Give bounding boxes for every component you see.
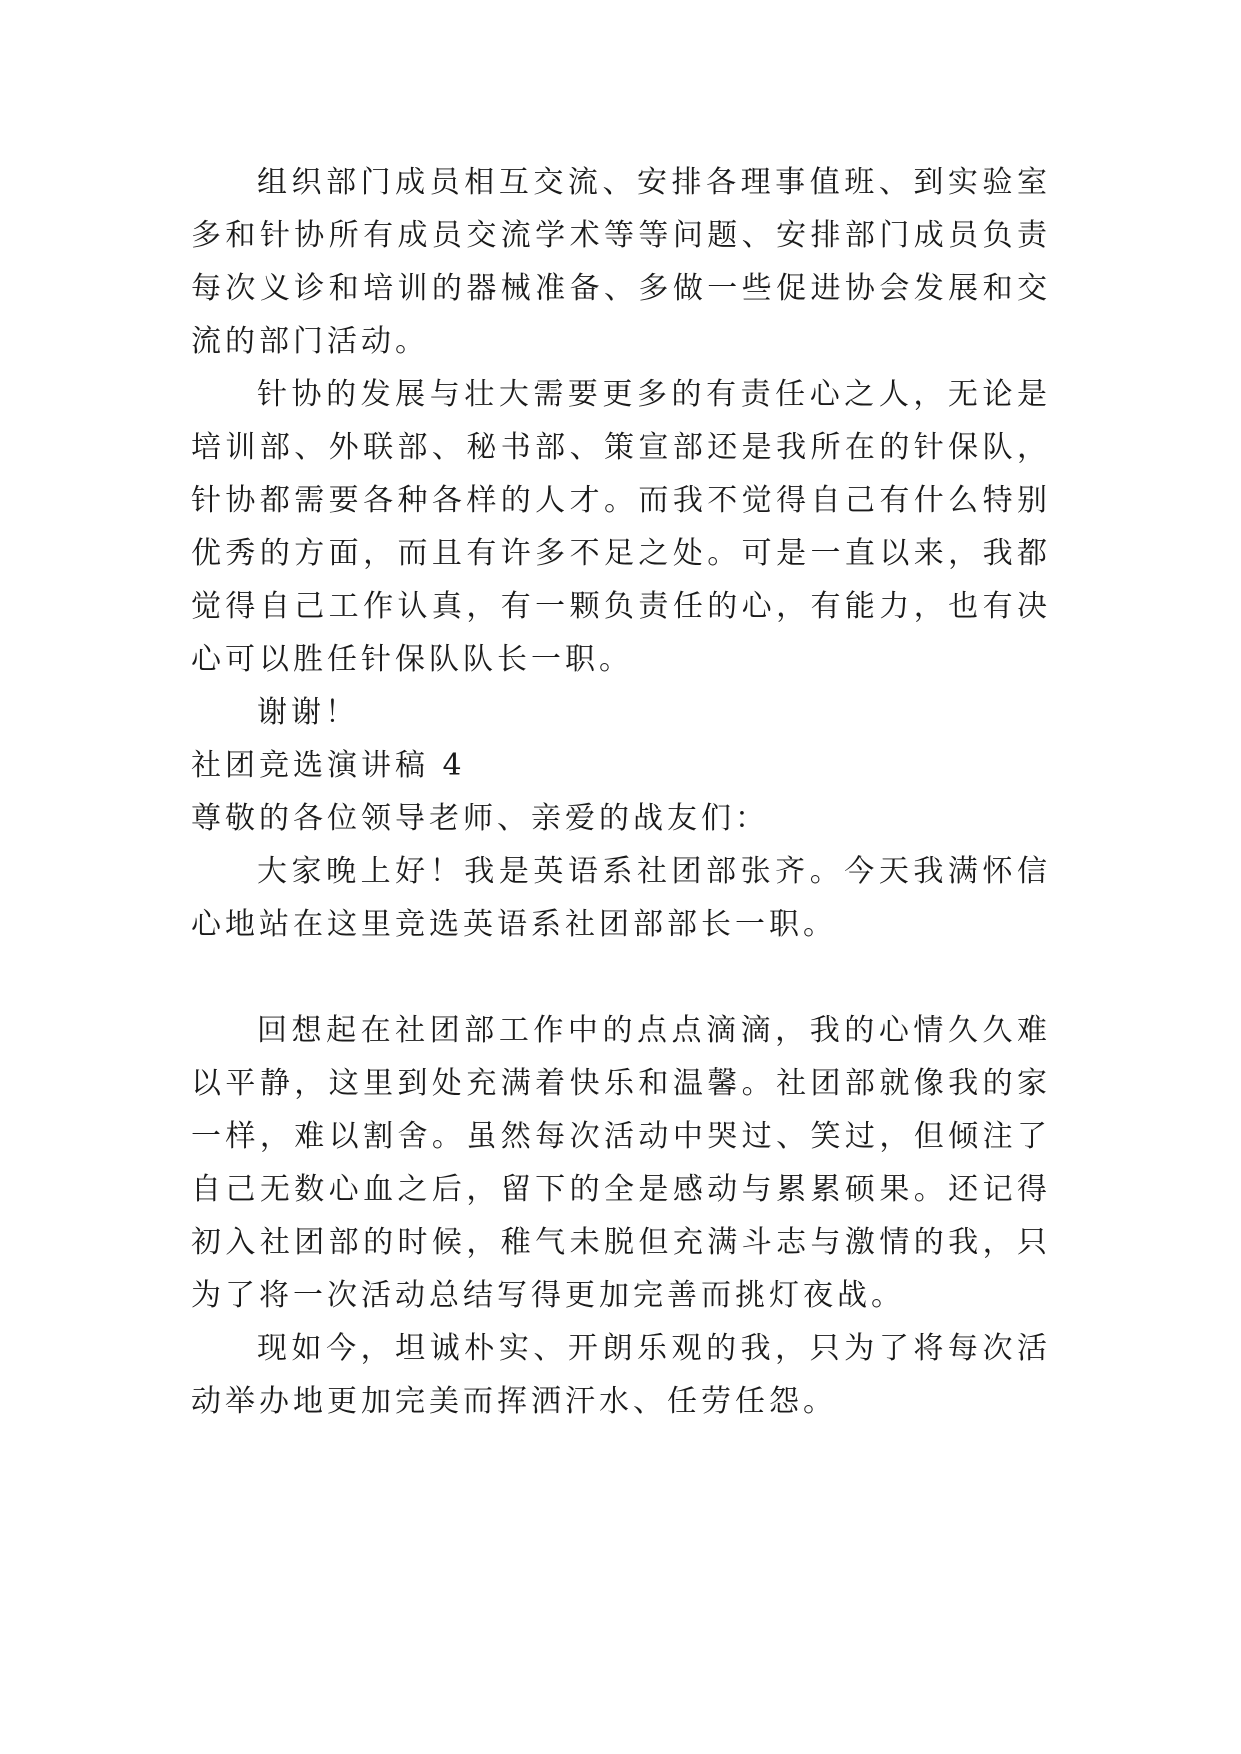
blank-line — [191, 951, 1051, 1004]
paragraph-greeting: 大家晚上好！我是英语系社团部张齐。今天我满怀信心地站在这里竞选英语系社团部部长一职。 — [191, 854, 1051, 942]
paragraph-memories: 回想起在社团部工作中的点点滴滴，我的心情久久难以平静，这里到处充满着快乐和温馨。社团部就像我的家一样，难以割舍。虽然每次活动中哭过、笑过，但倾注了自己无数心血之后，留下的全是感动与累累硕果。还记得初入社团部的时候，稚气未脱但充满斗志与激情的我，只为了将一次活动总结写得更加完善而挑灯夜战。 — [191, 1013, 1051, 1313]
paragraph-organization-duties: 组织部门成员相互交流、安排各理事值班、到实验室多和针协所有成员交流学术等等问题、安排部门成员负责每次义诊和培训的器械准备、多做一些促进协会发展和交流的部门活动。 — [191, 165, 1051, 359]
section-heading: 社团竞选演讲稿 4 — [191, 748, 466, 783]
paragraph-thanks: 谢谢！ — [257, 695, 359, 730]
salutation: 尊敬的各位领导老师、亲爱的战友们： — [191, 801, 769, 836]
document-body — [191, 156, 1051, 1428]
paragraph-association-needs: 针协的发展与壮大需要更多的有责任心之人，无论是培训部、外联部、秘书部、策宣部还是我所在的针保队，针协都需要各种各样的人才。而我不觉得自己有什么特别优秀的方面，而且有许多不足之处。可是一直以来，我都觉得自己工作认真，有一颗负责任的心，有能力，也有决心可以胜任针保队队长一职。 — [191, 377, 1051, 677]
paragraph-present: 现如今，坦诚朴实、开朗乐观的我，只为了将每次活动举办地更加完美而挥洒汗水、任劳任怨。 — [191, 1331, 1051, 1419]
